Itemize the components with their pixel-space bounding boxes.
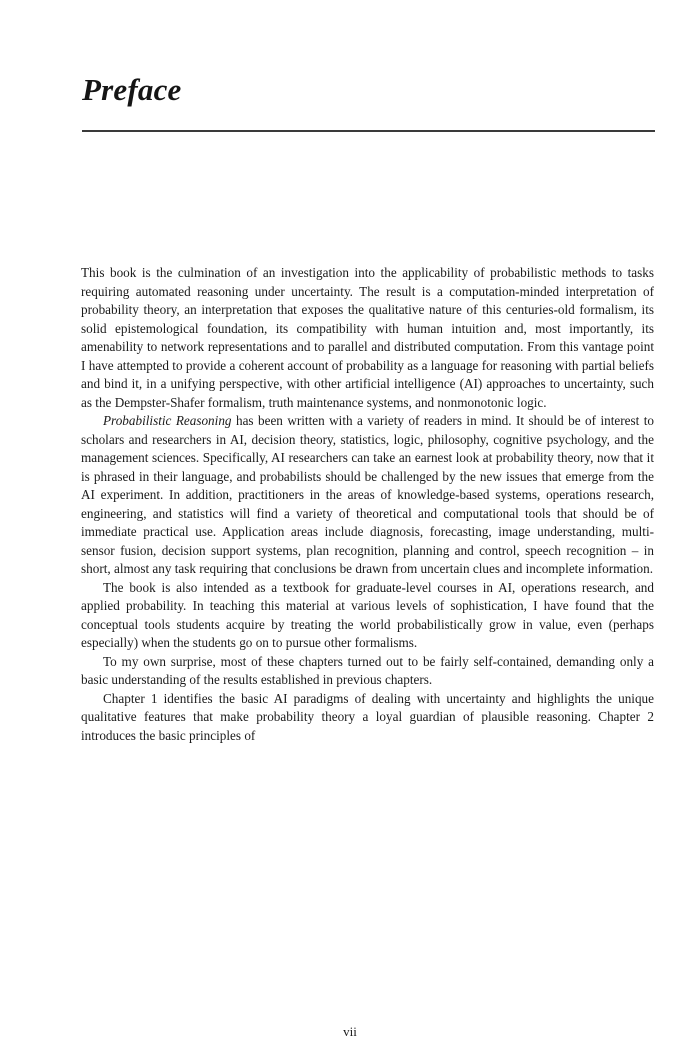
paragraph-5 (81, 690, 654, 746)
paragraph-1-text: This book is the culmination of an investigation into the applicability of probabilistic methods to tasks requiring automated reasoning under uncertainty. The result is a computation-minded interpretation of probability theory, an interpretation that exposes the qualitative nature of this centuries-old formalism, its solid epistemological foundation, its compatibility with human intuition and, most importantly, its amenability to network representations and to parallel and distributed computation. From this vantage point I have attempted to provide a coherent account of probability as a language for reasoning with partial beliefs and bind it, in a unifying perspective, with other artificial intelligence (AI) approaches to uncertainty, such as the Dempster-Shafer formalism, truth maintenance systems, and nonmonotonic logic. (81, 265, 654, 410)
page-title: Preface (82, 72, 182, 107)
paragraph-1 (81, 264, 654, 412)
paragraph-4-text: To my own surprise, most of these chapters turned out to be fairly self-contained, demanding only a basic understanding of the results established in previous chapters. (81, 653, 654, 687)
title-rule (82, 130, 655, 132)
preface-body (81, 264, 654, 745)
paragraph-4 (81, 653, 654, 690)
paragraph-3-text: The book is also intended as a textbook for graduate-level courses in AI, operations research, and applied probability. In teaching this material at various levels of sophistication, I have found that the conceptual tools students acquire by treating the world probabilistically grow in value, even (perhaps especially) when the students go on to pursue other formalisms. (81, 579, 654, 650)
paragraph-2-text: has been written with a variety of readers in mind. It should be of interest to scholars and researchers in AI, decision theory, statistics, logic, philosophy, cognitive psychology, and the management sciences. Specifically, AI researchers can take an earnest look at probability theory, now that it is phrased in their language, and probabilists should be challenged by the new issues that emerge from the AI experiment. In addition, practitioners in the areas of knowledge-based systems, operations research, engineering, and statistics will find a variety of theoretical and computational tools that should be of immediate practical use. Application areas include diagnosis, forecasting, image understanding, multi-sensor fusion, decision support systems, plan recognition, planning and control, speech recognition – in short, almost any task requiring that conclusions be drawn from uncertain clues and incomplete information. (81, 413, 654, 576)
paragraph-2-italic: Probabilistic Reasoning (103, 413, 232, 428)
paragraph-2 (81, 412, 654, 579)
paragraph-3 (81, 579, 654, 653)
paragraph-5-text: Chapter 1 identifies the basic AI paradigms of dealing with uncertainty and highlights the unique qualitative features that make probability theory a loyal guardian of plausible reasoning. Chapter 2 introduces the basic principles of (81, 690, 654, 743)
page-number: vii (343, 1024, 357, 1039)
